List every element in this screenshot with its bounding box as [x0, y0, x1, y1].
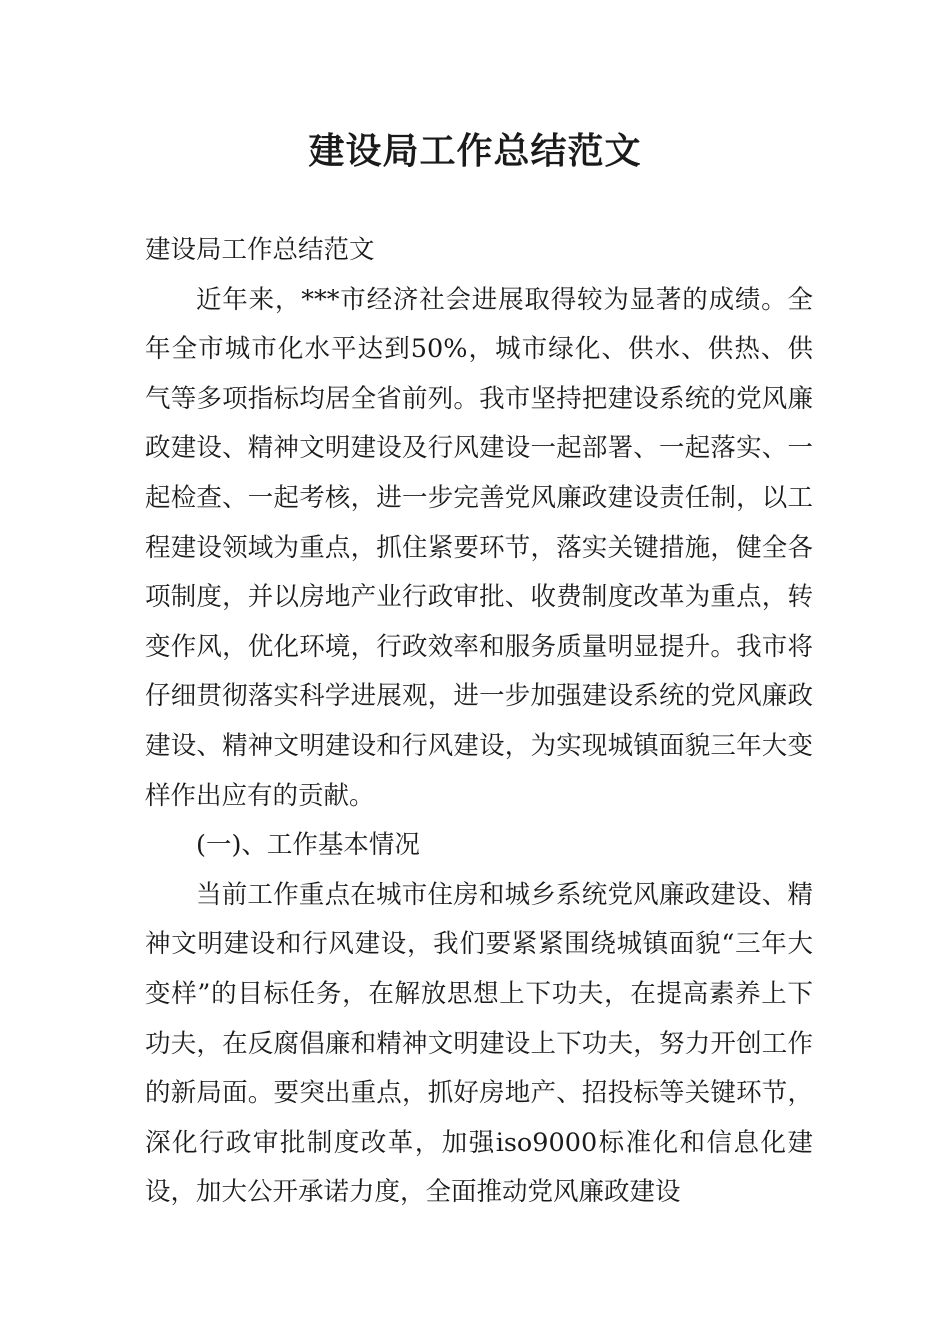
paragraph-intro: 近年来，***市经济社会进展取得较为显著的成绩。全年全市城市化水平达到50%，城市绿化、供水、供热、供气等多项指标均居全省前列。我市坚持把建设系统的党风廉政建设、精神文明建设及行风建设一起部署、一起落实、一起检查、一起考核，进一步完善党风廉政建设责任制，以工程建设领域为重点，抓住紧要环节，落实关键措施，健全各项制度，并以房地产业行政审批、收费制度改革为重点，转变作风，优化环境，行政效率和服务质量明显提升。我市将仔细贯彻落实科学进展观，进一步加强建设系统的党风廉政建设、精神文明建设和行风建设，为实现城镇面貌三年大变样作出应有的贡献。 [145, 284, 813, 811]
document-subtitle: 建设局工作总结范文 [145, 235, 375, 265]
paragraph-work-focus: 当前工作重点在城市住房和城乡系统党风廉政建设、精神文明建设和行风建设，我们要紧紧围绕城镇面貌“三年大变样”的目标任务，在解放思想上下功夫，在提高素养上下功夫，在反腐倡廉和精神文明建设上下功夫，努力开创工作的新局面。要突出重点，抓好房地产、招投标等关键环节，深化行政审批制度改革，加强iso9000标准化和信息化建设，加大公开承诺力度，全面推动党风廉政建设 [145, 879, 813, 1208]
document-body [145, 226, 813, 1218]
document-title: 建设局工作总结范文 [308, 131, 642, 172]
section-heading: (一)、工作基本情况 [196, 830, 420, 861]
